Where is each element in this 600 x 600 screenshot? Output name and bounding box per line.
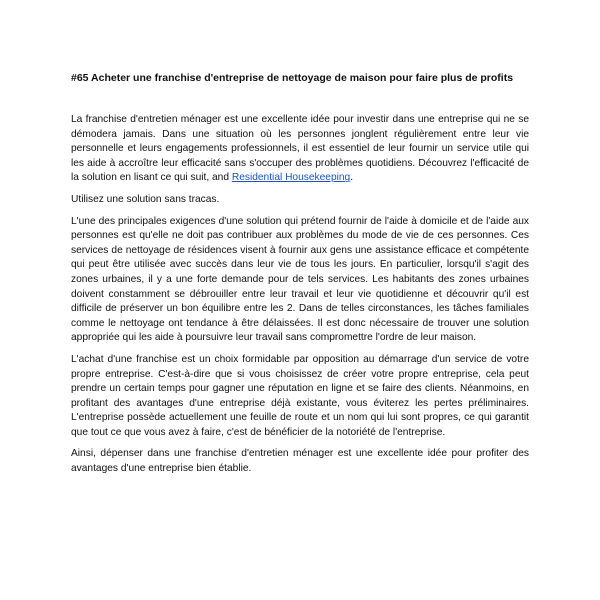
residential-housekeeping-link[interactable]: Residential Housekeeping bbox=[231, 172, 351, 184]
intro-after-link: . bbox=[350, 172, 354, 184]
body-paragraph-1: L'une des principales exigences d'une solution qui prétend fournir de l'aide à domicile et de l'aide aux personnes est qu'elle ne doit pas contribuer aux problèmes du mode de vie de ces personnes. Ces services de nettoyage de résidences visent à fournir aux gens une assistance efficace et compétente qui peut être utilisée avec succès dans leur vie de tous les jours. En particulier, lorsqu'il s'agit des zones urbaines, il y a une forte demande pour de tels services. Les habitants des zones urbaines doivent constamment se débrouiller entre leur travail et leur vie quotidienne et découvrir qu'il est difficile de préserver un bon équilibre entre les 2. Dans de telles circonstances, les tâches familiales comme le nettoyage ont tendance à être délaissées. Il est donc nécessaire de trouver une solution appropriée qui les aide à poursuivre leur travail sans compromettre l'ordre de leur maison. bbox=[71, 215, 529, 344]
document-title: #65 Acheter une franchise d'entreprise de nettoyage de maison pour faire plus de profits bbox=[71, 72, 514, 84]
body-paragraph-2: L'achat d'une franchise est un choix formidable par opposition au démarrage d'un service de votre propre entreprise. C'est-à-dire que si vous choisissez de créer votre propre entreprise, cela peut prendre un certain temps pour gagner une réputation en ligne et se faire des clients. Néanmoins, en profitant des avantages d'une entreprise déjà existante, vous éviterez les pertes préliminaires. L'entreprise possède actuellement une feuille de route et un nom qui lui sont propres, ce qui garantit que tout ce que vous avez à faire, c'est de bénéficier de la notoriété de l'entreprise. bbox=[71, 353, 529, 438]
intro-paragraph bbox=[71, 113, 529, 186]
subheading: Utilisez une solution sans tracas. bbox=[71, 193, 220, 205]
body-paragraph-3: Ainsi, dépenser dans une franchise d'entretien ménager est une excellente idée pour profiter des avantages d'une entreprise bien établie. bbox=[71, 448, 529, 475]
intro-text: La franchise d'entretien ménager est une excellente idée pour investir dans une entreprise qui ne se démodera jamais. Dans une situation où les personnes jonglent régulièrement entre leur vie personnelle et leurs engagements professionnels, il est essentiel de leur fournir un service utile qui les aide à accroître leur efficacité sans s'occuper des problèmes quotidiens. Découvrez l'efficacité de la solution en lisant ce qui suit, and bbox=[71, 114, 529, 184]
